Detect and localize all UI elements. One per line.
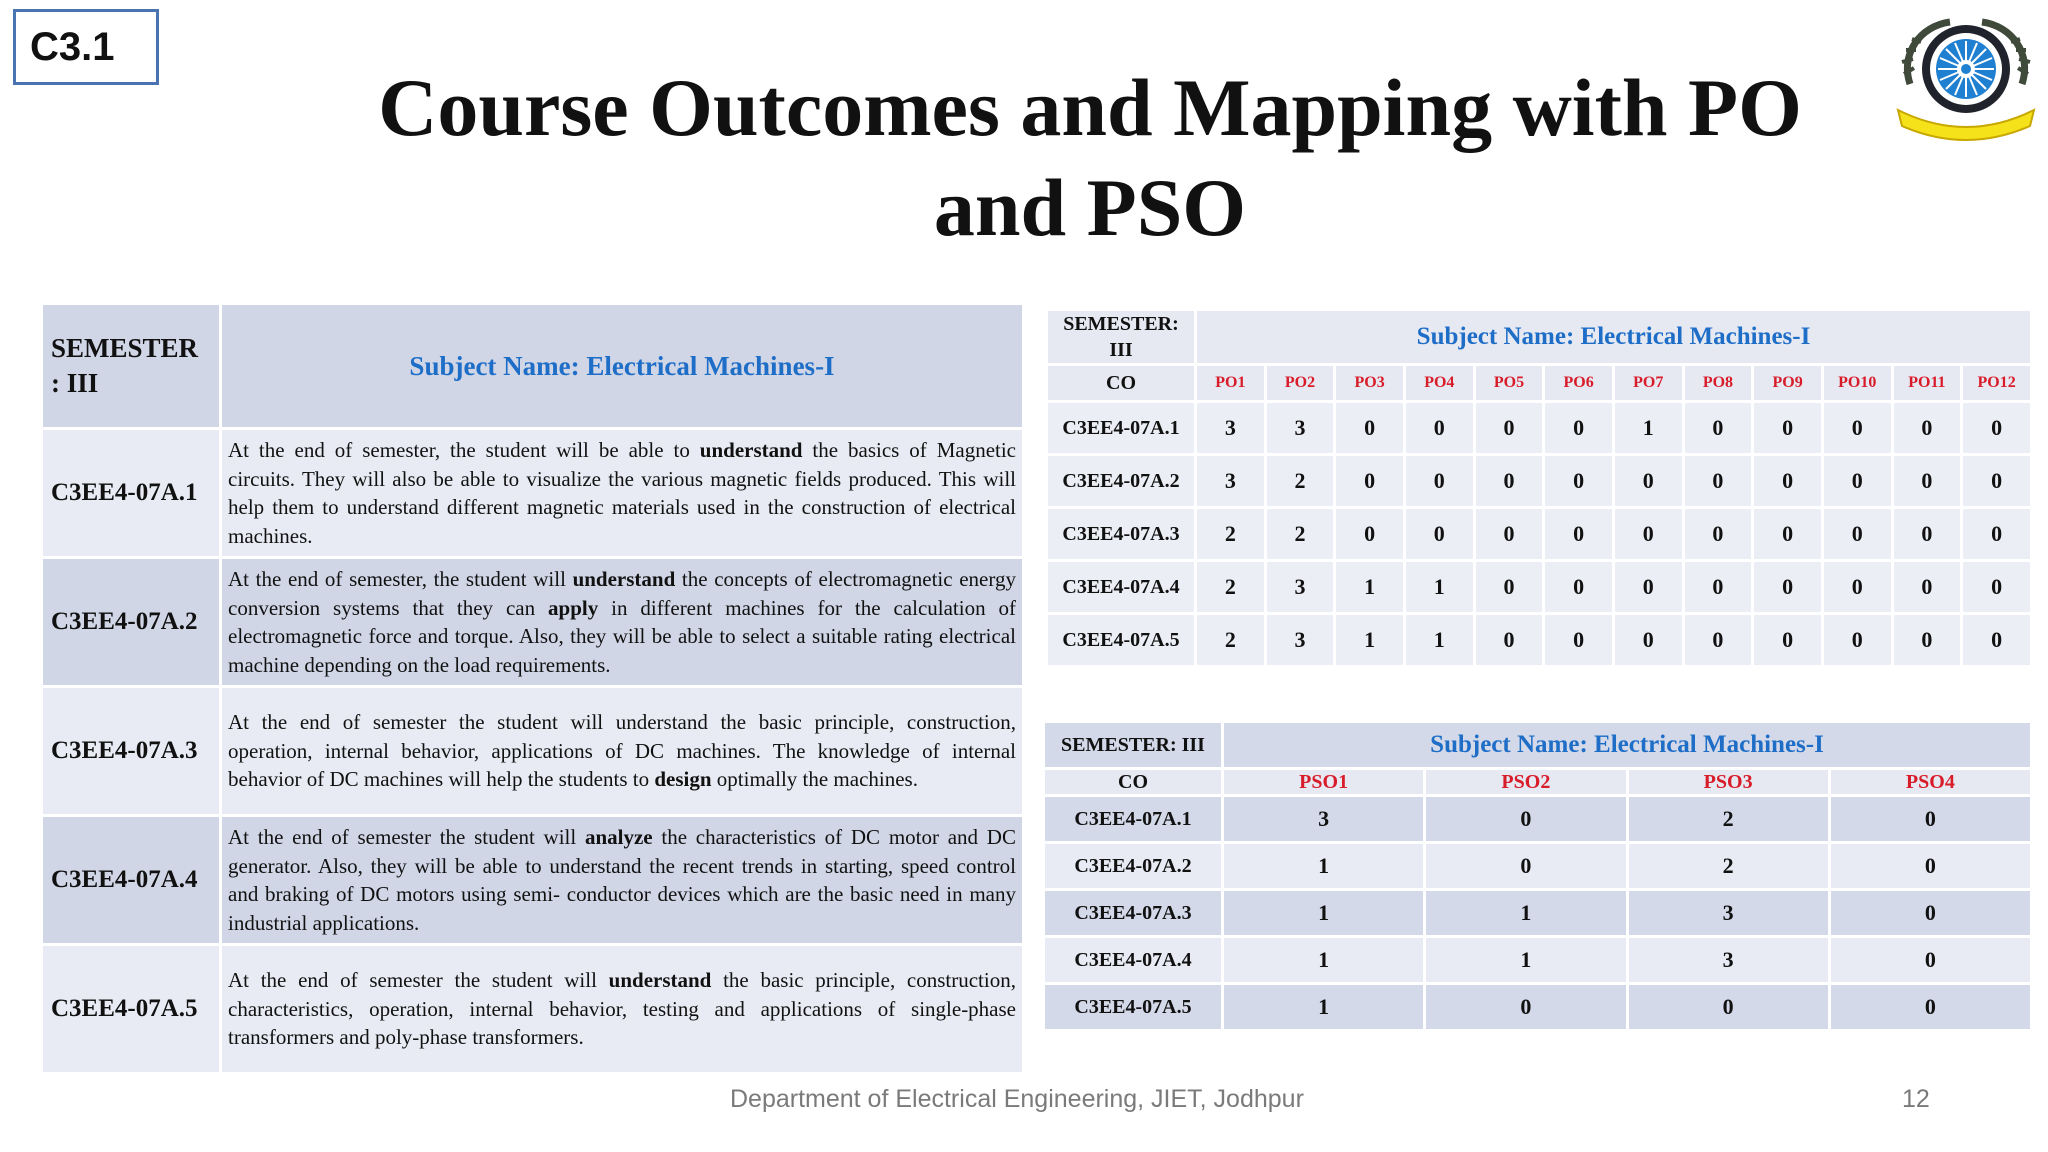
pso-header: PSO3 <box>1627 769 1829 796</box>
po-value: 1 <box>1613 402 1683 455</box>
po-value: 2 <box>1196 614 1266 667</box>
subject-name: Subject Name: Electrical Machines-I <box>1196 310 2032 365</box>
po-value: 0 <box>1544 561 1614 614</box>
po-header: PO1 <box>1196 365 1266 402</box>
table-row <box>42 687 1024 816</box>
pso-value: 3 <box>1223 796 1425 843</box>
po-value: 0 <box>1404 402 1474 455</box>
po-value: 0 <box>1474 614 1544 667</box>
pso-value: 0 <box>1829 984 2031 1031</box>
co-code: C3EE4-07A.1 <box>1047 402 1196 455</box>
po-value: 3 <box>1265 561 1335 614</box>
po-value: 0 <box>1822 402 1892 455</box>
po-value: 3 <box>1196 455 1266 508</box>
table-row <box>1047 455 2032 508</box>
table-row <box>1047 561 2032 614</box>
po-value: 0 <box>1962 455 2032 508</box>
po-value: 0 <box>1544 455 1614 508</box>
pso-value: 3 <box>1627 890 1829 937</box>
po-value: 0 <box>1962 402 2032 455</box>
po-header: PO3 <box>1335 365 1405 402</box>
po-value: 0 <box>1892 402 1962 455</box>
po-value: 0 <box>1613 614 1683 667</box>
po-value: 0 <box>1962 614 2032 667</box>
co-description: At the end of semester the student will analyze the characteristics of DC motor and DC generator. Also, they will be able to understand the recent trends in starting, speed control and braking of DC motors using semi- conductor devices which are the basic need in many industrial applications. <box>221 816 1024 945</box>
po-value: 0 <box>1822 455 1892 508</box>
table-header-row <box>42 304 1024 429</box>
semester-label: SEMESTER <box>51 333 199 363</box>
po-value: 3 <box>1265 614 1335 667</box>
po-header: PO5 <box>1474 365 1544 402</box>
po-value: 0 <box>1474 455 1544 508</box>
co-description: At the end of semester, the student will be able to understand the basics of Magnetic circuits. They will also be able to visualize the various magnetic fields produced. This will help them to understand different magnetic materials used in the construction of electrical machines. <box>221 429 1024 558</box>
pso-value: 2 <box>1627 796 1829 843</box>
table-row <box>42 816 1024 945</box>
semester-header <box>42 304 221 429</box>
po-value: 0 <box>1962 508 2032 561</box>
po-value: 2 <box>1265 508 1335 561</box>
po-value: 0 <box>1613 455 1683 508</box>
po-value: 3 <box>1265 402 1335 455</box>
co-code: C3EE4-07A.3 <box>1044 890 1223 937</box>
pso-header: PSO4 <box>1829 769 2031 796</box>
table-row <box>1044 890 2032 937</box>
po-value: 2 <box>1196 561 1266 614</box>
table-row <box>42 945 1024 1074</box>
course-outcomes-table <box>40 302 1025 1075</box>
subject-name: Subject Name: Electrical Machines-I <box>221 304 1024 429</box>
po-value: 0 <box>1822 508 1892 561</box>
po-value: 0 <box>1753 455 1823 508</box>
po-value: 0 <box>1892 561 1962 614</box>
pso-value: 2 <box>1627 843 1829 890</box>
po-header: PO10 <box>1822 365 1892 402</box>
po-header: PO6 <box>1544 365 1614 402</box>
pso-value: 1 <box>1223 984 1425 1031</box>
subject-name: Subject Name: Electrical Machines-I <box>1223 722 2032 769</box>
semester-value: : III <box>51 368 99 398</box>
po-value: 0 <box>1683 561 1753 614</box>
pso-header-row <box>1044 769 2032 796</box>
co-description: At the end of semester the student will understand the basic principle, construction, operation, internal behavior, applications of DC machines. The knowledge of internal behavior of DC machines will help the students to design optimally the machines. <box>221 687 1024 816</box>
po-value: 1 <box>1404 614 1474 667</box>
title-line-1: Course Outcomes and Mapping with PO <box>378 62 1802 153</box>
po-value: 0 <box>1753 561 1823 614</box>
pso-value: 0 <box>1829 890 2031 937</box>
pso-value: 0 <box>1627 984 1829 1031</box>
po-value: 0 <box>1474 508 1544 561</box>
footer-text: Department of Electrical Engineering, JIET, Jodhpur <box>730 1085 1304 1113</box>
pso-value: 0 <box>1425 843 1627 890</box>
pso-value: 0 <box>1425 984 1627 1031</box>
po-value: 0 <box>1335 455 1405 508</box>
co-header: CO <box>1044 769 1223 796</box>
po-value: 0 <box>1474 561 1544 614</box>
co-code: C3EE4-07A.2 <box>42 558 221 687</box>
po-value: 0 <box>1683 402 1753 455</box>
po-value: 0 <box>1892 508 1962 561</box>
po-value: 0 <box>1683 455 1753 508</box>
co-code: C3EE4-07A.1 <box>42 429 221 558</box>
po-header: PO11 <box>1892 365 1962 402</box>
table-header-row <box>1044 722 2032 769</box>
pso-value: 0 <box>1829 937 2031 984</box>
co-code: C3EE4-07A.1 <box>1044 796 1223 843</box>
pso-value: 1 <box>1425 937 1627 984</box>
co-code: C3EE4-07A.2 <box>1047 455 1196 508</box>
pso-value: 0 <box>1829 796 2031 843</box>
po-value: 0 <box>1822 614 1892 667</box>
po-value: 0 <box>1962 561 2032 614</box>
table-row <box>42 429 1024 558</box>
pso-value: 1 <box>1223 843 1425 890</box>
table-row <box>1047 508 2032 561</box>
po-value: 2 <box>1196 508 1266 561</box>
table-row <box>1047 402 2032 455</box>
co-code: C3EE4-07A.5 <box>1047 614 1196 667</box>
po-header-row <box>1047 365 2032 402</box>
pso-value: 0 <box>1829 843 2031 890</box>
co-code: C3EE4-07A.5 <box>42 945 221 1074</box>
po-value: 0 <box>1474 402 1544 455</box>
po-value: 0 <box>1404 508 1474 561</box>
po-value: 0 <box>1753 508 1823 561</box>
co-code: C3EE4-07A.4 <box>1047 561 1196 614</box>
co-code: C3EE4-07A.2 <box>1044 843 1223 890</box>
po-mapping-table <box>1045 308 2033 668</box>
po-value: 0 <box>1753 402 1823 455</box>
po-value: 0 <box>1404 455 1474 508</box>
po-value: 2 <box>1265 455 1335 508</box>
slide-title <box>300 58 1880 258</box>
table-row <box>1044 937 2032 984</box>
co-code: C3EE4-07A.5 <box>1044 984 1223 1031</box>
pso-value: 1 <box>1223 937 1425 984</box>
table-row <box>42 558 1024 687</box>
po-value: 0 <box>1544 508 1614 561</box>
page-number: 12 <box>1902 1085 1930 1113</box>
po-value: 0 <box>1822 561 1892 614</box>
po-header: PO8 <box>1683 365 1753 402</box>
pso-value: 3 <box>1627 937 1829 984</box>
co-code: C3EE4-07A.4 <box>42 816 221 945</box>
po-value: 1 <box>1335 561 1405 614</box>
co-description: At the end of semester the student will understand the basic principle, construction, characteristics, operation, internal behavior, testing and applications of single-phase transformers and poly-phase transformers. <box>221 945 1024 1074</box>
po-value: 1 <box>1404 561 1474 614</box>
co-header: CO <box>1047 365 1196 402</box>
po-value: 0 <box>1335 508 1405 561</box>
po-value: 0 <box>1335 402 1405 455</box>
college-emblem-icon <box>1890 14 2042 144</box>
po-value: 0 <box>1753 614 1823 667</box>
po-header: PO7 <box>1613 365 1683 402</box>
po-header: PO12 <box>1962 365 2032 402</box>
co-code: C3EE4-07A.3 <box>1047 508 1196 561</box>
po-value: 0 <box>1613 561 1683 614</box>
table-row <box>1044 984 2032 1031</box>
slide-tag: C3.1 <box>13 9 159 85</box>
po-value: 0 <box>1892 455 1962 508</box>
po-value: 0 <box>1683 614 1753 667</box>
po-value: 3 <box>1196 402 1266 455</box>
co-description: At the end of semester, the student will understand the concepts of electromagnetic energy conversion systems that they can apply in different machines for the calculation of electromagnetic force and torque. Also, they will be able to select a suitable rating electrical machine depending on the load requirements. <box>221 558 1024 687</box>
po-header: PO2 <box>1265 365 1335 402</box>
po-value: 1 <box>1335 614 1405 667</box>
table-row <box>1047 614 2032 667</box>
po-value: 0 <box>1544 402 1614 455</box>
po-header: PO4 <box>1404 365 1474 402</box>
po-value: 0 <box>1544 614 1614 667</box>
po-value: 0 <box>1613 508 1683 561</box>
semester-header: SEMESTER: III <box>1044 722 1223 769</box>
pso-value: 1 <box>1425 890 1627 937</box>
po-header: PO9 <box>1753 365 1823 402</box>
po-value: 0 <box>1683 508 1753 561</box>
pso-header: PSO2 <box>1425 769 1627 796</box>
table-row <box>1044 843 2032 890</box>
title-line-2: and PSO <box>933 162 1247 253</box>
semester-header: SEMESTER: III <box>1047 310 1196 365</box>
pso-mapping-table <box>1042 720 2033 1032</box>
table-row <box>1044 796 2032 843</box>
co-code: C3EE4-07A.3 <box>42 687 221 816</box>
table-header-row <box>1047 310 2032 365</box>
co-code: C3EE4-07A.4 <box>1044 937 1223 984</box>
pso-header: PSO1 <box>1223 769 1425 796</box>
pso-value: 0 <box>1425 796 1627 843</box>
po-value: 0 <box>1892 614 1962 667</box>
pso-value: 1 <box>1223 890 1425 937</box>
